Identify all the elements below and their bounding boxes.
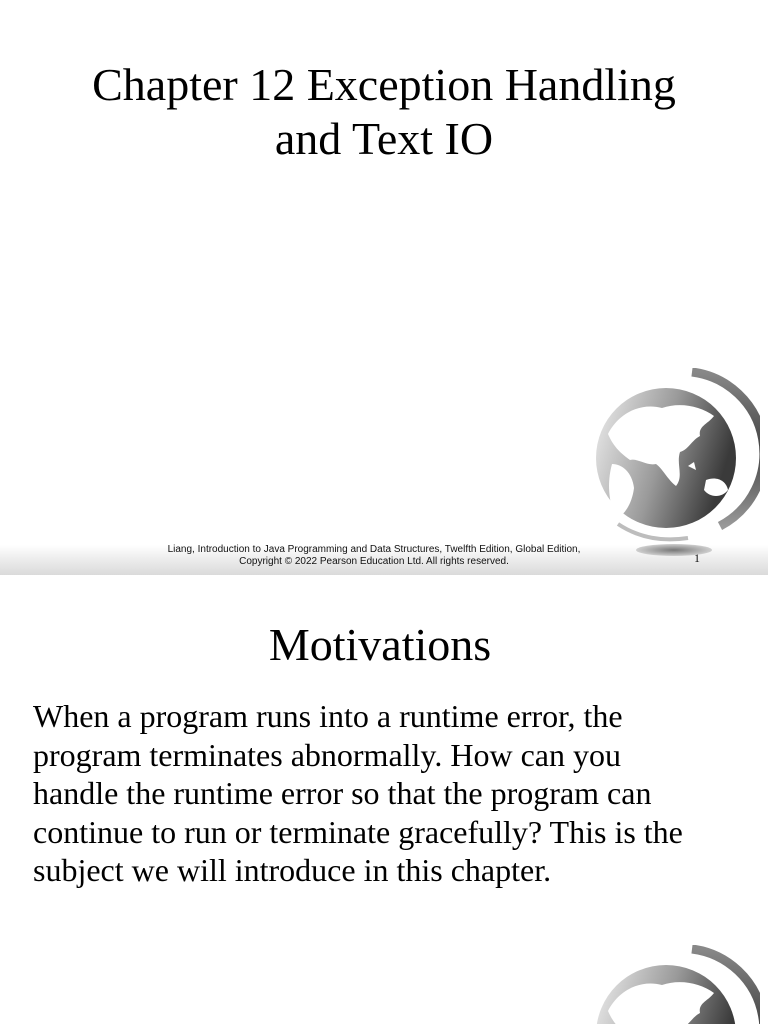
- slide-title-motivations: Motivations: [268, 619, 492, 670]
- footer-line-1: Liang, Introduction to Java Programming and Data Structures, Twelfth Edition, Global Edition,: [167, 544, 581, 555]
- title-line-1: Chapter 12 Exception Handling: [92, 59, 676, 110]
- body-line-4: continue to run or terminate gracefully? This is the: [33, 813, 683, 850]
- slide-body: [33, 697, 743, 890]
- body-line-3: handle the runtime error so that the program can: [33, 775, 652, 811]
- globe-icon: [588, 945, 760, 1024]
- globe-icon: [588, 368, 760, 562]
- body-line-2: program terminates abnormally. How can you: [33, 736, 621, 773]
- body-line-1: When a program runs into a runtime error, the: [33, 698, 623, 734]
- title-line-2: and Text IO: [274, 113, 494, 164]
- slide-title: [0, 58, 768, 166]
- globe-clip: [588, 945, 768, 1024]
- footer-copyright: [0, 544, 748, 568]
- body-line-5: subject we will introduce in this chapter.: [33, 852, 552, 888]
- footer-line-2: Copyright © 2022 Pearson Education Ltd. All rights reserved.: [239, 556, 509, 567]
- page-number: 1: [694, 551, 700, 565]
